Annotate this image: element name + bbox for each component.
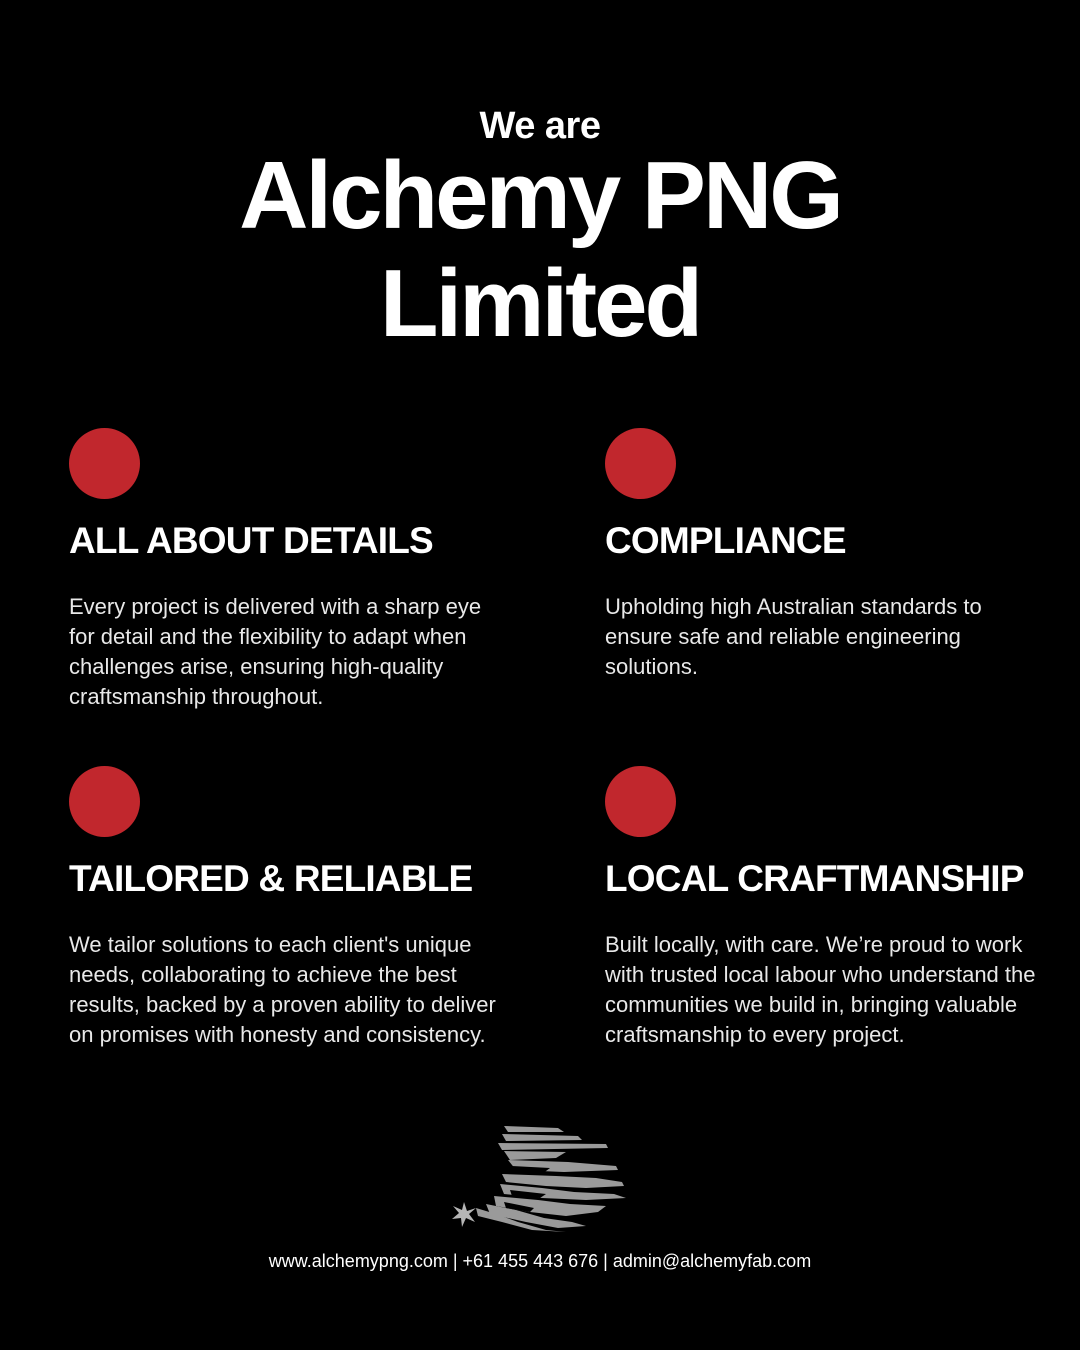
feature-heading: COMPLIANCE (605, 520, 846, 561)
page-title-line-2: Limited (379, 250, 701, 357)
red-circle-icon (605, 766, 676, 837)
page-title (0, 142, 1080, 358)
red-circle-icon (69, 428, 140, 499)
feature-heading: LOCAL CRAFTMANSHIP (605, 858, 1024, 899)
feature-heading: TAILORED & RELIABLE (69, 858, 473, 899)
red-circle-icon (605, 428, 676, 499)
feature-all-about-details (69, 428, 509, 712)
intro-eyebrow: We are (479, 105, 601, 147)
contact-footer: www.alchemypng.com | +61 455 443 676 | admin@alchemyfab.com (268, 1251, 812, 1271)
feature-tailored-reliable (69, 766, 509, 1050)
feature-compliance (605, 428, 1045, 682)
red-circle-icon (69, 766, 140, 837)
feature-description: We tailor solutions to each client's unique needs, collaborating to achieve the best results, backed by a proven ability to deliver on promises with honesty and consistency. (69, 932, 496, 1047)
feature-description: Every project is delivered with a sharp eye for detail and the flexibility to adapt when challenges arise, ensuring high-quality craftsmanship throughout. (69, 594, 482, 709)
feature-heading: ALL ABOUT DETAILS (69, 520, 433, 561)
feature-description: Upholding high Australian standards to ensure safe and reliable engineering solutions. (605, 594, 982, 679)
alchemy-logo-icon (446, 1122, 636, 1234)
page-title-line-1: Alchemy PNG (239, 142, 841, 249)
feature-description: Built locally, with care. We’re proud to work with trusted local labour who understand the communities we build in, bringing valuable craftsmanship to every project. (605, 932, 1036, 1047)
feature-local-craftmanship (605, 766, 1045, 1050)
